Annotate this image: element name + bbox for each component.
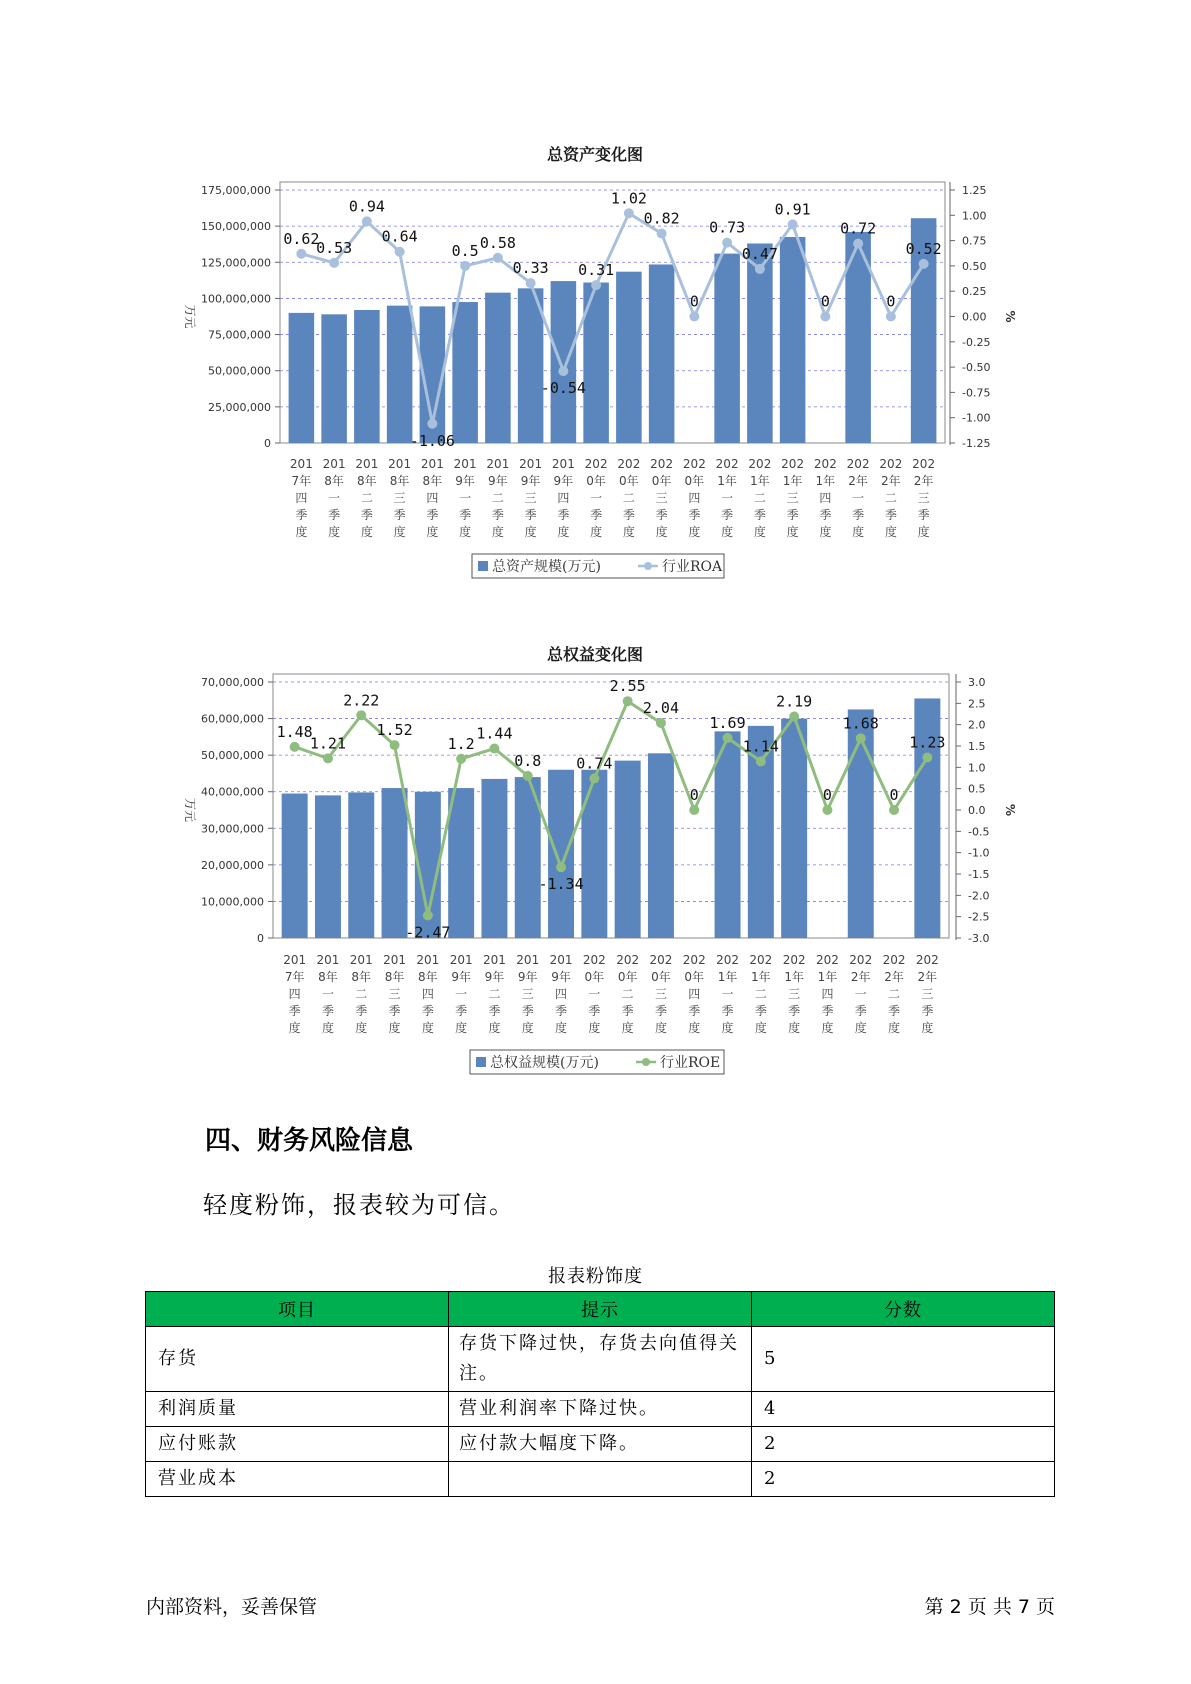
right-tick-label: 0.75 — [962, 234, 987, 248]
row-hint: 存货下降过快，存货去向值得关注。 — [449, 1327, 752, 1392]
bar — [551, 281, 577, 443]
category-label: 201 7年四季度 — [289, 457, 313, 539]
data-label: 0.62 — [283, 229, 320, 248]
category-label: 202 1年二季度 — [748, 457, 772, 539]
bar — [485, 293, 511, 443]
bar — [615, 761, 641, 938]
line-point — [723, 733, 733, 743]
data-label: 0.8 — [514, 751, 542, 770]
data-label: 1.68 — [842, 714, 879, 733]
data-label: 0.94 — [348, 197, 385, 216]
left-tick-label: 70,000,000 — [201, 676, 264, 689]
data-label: 0.72 — [840, 219, 877, 238]
category-label: 202 0年三季度 — [649, 953, 673, 1035]
data-label: 0 — [689, 786, 699, 804]
data-label: 0.5 — [451, 241, 479, 260]
bar — [289, 313, 315, 443]
bar — [382, 788, 408, 938]
bar — [715, 731, 741, 938]
left-tick-label: 175,000,000 — [201, 184, 271, 197]
line-point — [556, 862, 566, 872]
right-tick-label: -1.25 — [962, 437, 991, 450]
legend-line-label: 行业ROE — [660, 1055, 721, 1071]
data-label: 0 — [822, 786, 832, 804]
left-tick-label: 40,000,000 — [201, 785, 264, 799]
line-point — [460, 261, 470, 271]
table-row — [146, 1392, 1055, 1427]
line-point — [853, 239, 863, 249]
category-label: 202 1年三季度 — [782, 953, 806, 1035]
category-label: 201 8年三季度 — [383, 953, 407, 1035]
right-tick-label: 0.50 — [962, 259, 987, 273]
row-item: 利润质量 — [146, 1392, 449, 1427]
category-label: 201 9年三季度 — [519, 457, 543, 539]
section-heading: 四、财务风险信息 — [205, 1126, 414, 1156]
data-label: -0.54 — [540, 379, 586, 398]
line-point — [589, 773, 599, 783]
category-label: 202 2年三季度 — [915, 953, 939, 1035]
table-row — [146, 1427, 1055, 1462]
data-label: 0.91 — [774, 200, 811, 219]
data-label: 1.48 — [276, 722, 313, 741]
row-hint — [449, 1462, 752, 1497]
line-point — [591, 280, 601, 290]
bar — [518, 288, 544, 443]
row-item: 营业成本 — [146, 1462, 449, 1497]
line-point — [427, 419, 437, 429]
bar — [354, 310, 380, 443]
data-label: 0 — [820, 292, 830, 311]
line-point — [756, 756, 766, 766]
left-tick-label: 0 — [264, 437, 271, 450]
category-label: 202 0年二季度 — [616, 953, 640, 1035]
right-tick-label: 1.00 — [962, 209, 987, 223]
right-tick-label: -1.0 — [968, 846, 990, 860]
right-tick-label: 0.00 — [962, 310, 987, 324]
header-hint: 提示 — [449, 1292, 752, 1327]
row-hint: 营业利润率下降过快。 — [449, 1392, 752, 1427]
line-point — [624, 208, 634, 218]
line-point — [362, 216, 372, 226]
legend-line-marker — [642, 1058, 650, 1066]
right-tick-label: 0.0 — [968, 804, 986, 817]
category-label: 202 0年三季度 — [650, 457, 674, 539]
line-point — [558, 366, 568, 376]
legend-bar-label: 总权益规模(万元) — [490, 1055, 599, 1071]
category-label: 202 2年二季度 — [879, 457, 903, 539]
line-point — [456, 754, 466, 764]
category-label: 201 8年三季度 — [388, 457, 412, 539]
bar — [781, 719, 807, 938]
right-tick-label: 0.5 — [968, 782, 986, 796]
category-label: 202 1年四季度 — [813, 457, 837, 539]
left-tick-label: 20,000,000 — [201, 858, 264, 872]
bar — [714, 254, 740, 443]
right-tick-label: 0.25 — [962, 285, 987, 299]
data-label: 2.22 — [343, 691, 380, 710]
right-tick-label: 1.25 — [962, 184, 987, 197]
category-label: 202 0年一季度 — [584, 457, 608, 539]
category-label: 202 0年四季度 — [682, 953, 706, 1035]
legend-line-marker — [644, 562, 652, 570]
section-summary: 轻度粉饰，报表较为可信。 — [203, 1191, 515, 1219]
line-point — [889, 805, 899, 815]
line-point — [886, 312, 896, 322]
right-tick-label: 1.0 — [968, 761, 986, 775]
line-point — [493, 253, 503, 263]
table-header-row — [146, 1292, 1055, 1327]
bar — [848, 709, 874, 938]
category-label: 201 8年一季度 — [316, 953, 340, 1035]
line-point — [323, 753, 333, 763]
category-label: 201 8年四季度 — [416, 953, 440, 1035]
footer-page-number: 第 2 页 共 7 页 — [924, 1596, 1055, 1618]
right-tick-label: -0.5 — [968, 825, 990, 839]
left-tick-label: 50,000,000 — [201, 749, 264, 763]
category-label: 201 9年二季度 — [482, 953, 506, 1035]
row-score: 5 — [752, 1327, 1055, 1392]
bar — [321, 314, 347, 443]
row-hint: 应付款大幅度下降。 — [449, 1427, 752, 1462]
right-axis-label: % — [1003, 310, 1017, 323]
line-point — [722, 238, 732, 248]
data-label: 0 — [886, 292, 896, 311]
line-point — [356, 710, 366, 720]
table-caption: 报表粉饰度 — [548, 1266, 643, 1287]
line-point — [526, 278, 536, 288]
left-tick-label: 10,000,000 — [201, 895, 264, 909]
line-point — [689, 805, 699, 815]
data-label: -1.34 — [538, 875, 584, 894]
right-tick-label: -0.50 — [962, 361, 991, 375]
left-tick-label: 60,000,000 — [201, 712, 264, 726]
right-tick-label: -2.5 — [968, 910, 990, 924]
line-point — [922, 753, 932, 763]
right-tick-label: -0.75 — [962, 386, 991, 400]
right-tick-label: -3.0 — [968, 932, 990, 945]
line-point — [856, 733, 866, 743]
data-label: 0.64 — [381, 227, 418, 246]
line-point — [489, 744, 499, 754]
right-tick-label: -2.0 — [968, 889, 990, 903]
line-point — [290, 742, 300, 752]
category-label: 201 8年二季度 — [355, 457, 379, 539]
data-label: 0.53 — [316, 238, 353, 257]
bar — [315, 795, 341, 938]
data-label: 0.73 — [709, 218, 746, 237]
category-label: 202 0年二季度 — [617, 457, 641, 539]
line-point — [395, 247, 405, 257]
category-label: 202 2年一季度 — [846, 457, 870, 539]
right-tick-label: -1.5 — [968, 868, 990, 881]
line-point — [423, 910, 433, 920]
data-label: 1.23 — [909, 733, 946, 752]
left-tick-label: 150,000,000 — [201, 220, 271, 234]
chart-title: 总资产变化图 — [546, 145, 644, 164]
data-label: 1.14 — [742, 737, 779, 756]
bar — [481, 779, 507, 938]
row-score: 2 — [752, 1462, 1055, 1497]
line-point — [822, 805, 832, 815]
category-label: 202 0年一季度 — [582, 953, 606, 1035]
bar — [648, 753, 674, 938]
data-label: 2.04 — [642, 698, 680, 717]
right-tick-label: -1.00 — [962, 411, 991, 425]
data-label: 1.21 — [309, 734, 347, 753]
right-tick-label: 2.5 — [968, 697, 986, 711]
left-axis-label: 万元 — [183, 304, 197, 329]
line-point — [919, 259, 929, 269]
category-label: 201 8年一季度 — [322, 457, 346, 539]
data-label: 1.02 — [610, 189, 647, 208]
table-row — [146, 1462, 1055, 1497]
legend-bar-swatch — [476, 1057, 486, 1067]
line-point — [296, 249, 306, 259]
line-point — [523, 771, 533, 781]
row-item: 应付账款 — [146, 1427, 449, 1462]
category-label: 201 9年四季度 — [551, 457, 575, 539]
legend-line-label: 行业ROA — [662, 559, 723, 575]
bar — [348, 792, 374, 938]
header-score: 分数 — [752, 1292, 1055, 1327]
data-label: 1.2 — [447, 734, 475, 753]
left-axis-label: 万元 — [183, 797, 197, 823]
right-tick-label: 1.5 — [968, 740, 986, 753]
chart-title: 总权益变化图 — [546, 645, 644, 664]
category-label: 202 0年四季度 — [682, 457, 706, 539]
data-label: 2.55 — [609, 677, 646, 696]
right-tick-label: -0.25 — [962, 335, 991, 349]
line-point — [689, 312, 699, 322]
table-row — [146, 1327, 1055, 1392]
line-point — [820, 312, 830, 322]
data-label: 0.82 — [643, 209, 680, 228]
data-label: 0 — [889, 786, 899, 804]
row-score: 2 — [752, 1427, 1055, 1462]
category-label: 202 2年一季度 — [849, 953, 873, 1035]
line-point — [329, 258, 339, 268]
left-tick-label: 25,000,000 — [208, 400, 271, 414]
category-label: 202 1年四季度 — [815, 953, 839, 1035]
category-label: 201 8年四季度 — [420, 457, 444, 539]
category-label: 202 1年一季度 — [715, 457, 739, 539]
bar — [448, 788, 474, 938]
data-label: 0.33 — [512, 259, 549, 278]
bar — [581, 770, 607, 938]
risk-table — [145, 1291, 1055, 1497]
category-label: 201 9年一季度 — [449, 953, 473, 1035]
bar — [452, 302, 478, 443]
category-label: 201 9年四季度 — [549, 953, 573, 1035]
total-assets-chart — [0, 130, 1191, 600]
line-point — [623, 696, 633, 706]
bar — [780, 237, 806, 443]
category-label: 201 9年一季度 — [453, 457, 477, 539]
data-label: -1.06 — [409, 431, 455, 450]
header-item: 项目 — [146, 1292, 449, 1327]
legend-bar-swatch — [478, 561, 488, 571]
left-tick-label: 50,000,000 — [208, 364, 271, 378]
line-point — [755, 264, 765, 274]
left-tick-label: 0 — [257, 932, 264, 945]
category-label: 202 2年三季度 — [912, 457, 936, 539]
data-label: -2.47 — [405, 923, 451, 942]
right-tick-label: 3.0 — [968, 676, 986, 689]
data-label: 2.19 — [776, 692, 813, 711]
bar — [548, 770, 574, 938]
data-label: 0.47 — [741, 244, 778, 263]
row-item: 存货 — [146, 1327, 449, 1392]
line-point — [788, 219, 798, 229]
data-label: 0.58 — [479, 233, 516, 252]
category-label: 202 1年三季度 — [781, 457, 805, 539]
line-point — [390, 740, 400, 750]
category-label: 202 2年二季度 — [882, 953, 906, 1035]
bar — [649, 264, 675, 443]
line-point — [789, 712, 799, 722]
bar — [616, 272, 642, 443]
left-tick-label: 30,000,000 — [201, 822, 264, 836]
category-label: 201 9年二季度 — [486, 457, 510, 539]
right-tick-label: 2.0 — [968, 718, 986, 732]
category-label: 202 1年二季度 — [749, 953, 773, 1035]
category-label: 201 8年二季度 — [349, 953, 373, 1035]
left-tick-label: 100,000,000 — [201, 292, 271, 306]
bar — [282, 794, 308, 938]
line-point — [657, 229, 667, 239]
row-score: 4 — [752, 1392, 1055, 1427]
data-label: 0 — [689, 292, 699, 311]
total-equity-chart — [0, 630, 1191, 1100]
left-tick-label: 125,000,000 — [201, 256, 271, 270]
left-tick-label: 75,000,000 — [208, 328, 271, 342]
data-label: 0.31 — [578, 261, 615, 280]
category-label: 202 1年一季度 — [716, 953, 740, 1035]
line-point — [656, 718, 666, 728]
bar — [387, 306, 413, 443]
data-label: 0.52 — [905, 239, 942, 258]
category-label: 201 9年三季度 — [516, 953, 540, 1035]
data-label: 0.74 — [576, 754, 613, 773]
category-label: 201 7年四季度 — [283, 953, 307, 1035]
footer-confidential: 内部资料，妥善保管 — [146, 1596, 318, 1618]
data-label: 1.69 — [709, 713, 746, 732]
data-label: 1.44 — [476, 724, 513, 743]
data-label: 1.52 — [376, 721, 413, 740]
right-axis-label: % — [1003, 803, 1017, 817]
legend-bar-label: 总资产规模(万元) — [492, 559, 601, 575]
